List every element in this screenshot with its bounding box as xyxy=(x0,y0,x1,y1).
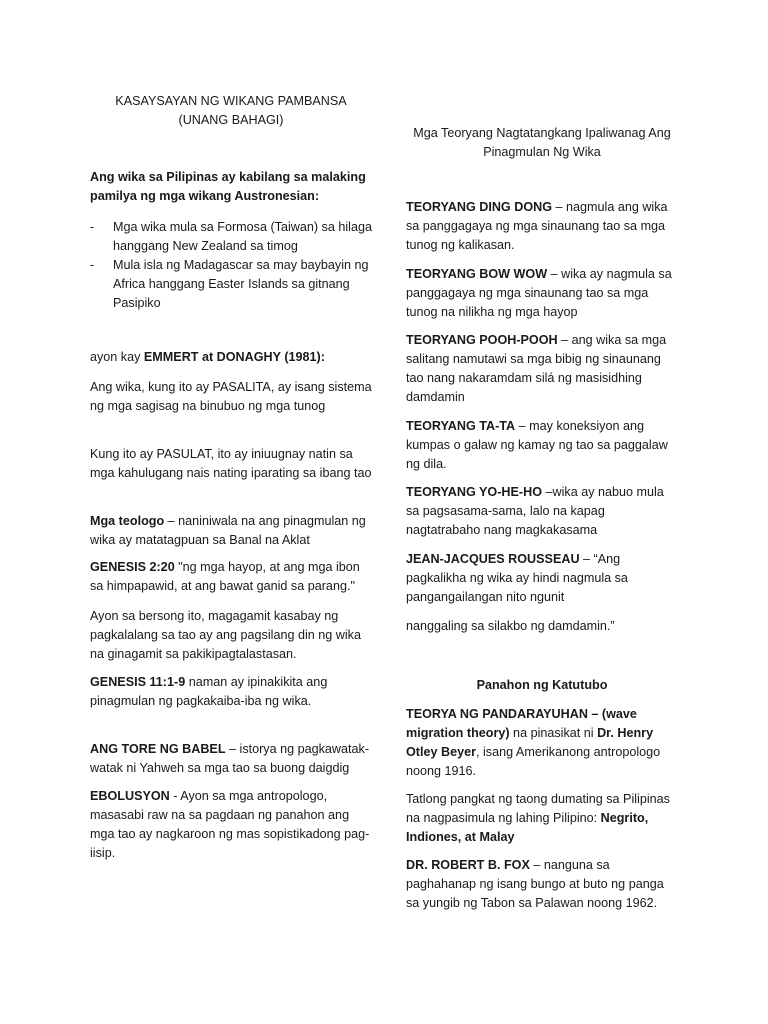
ebolusyon-paragraph: EBOLUSYON - Ayon sa mga antropologo, masasabi raw na sa pagdaan ng panahon ang mga tao ay nagkaroon ng mas sopistikadong pag-iisip. xyxy=(90,789,370,860)
ding-dong-paragraph: TEORYANG DING DONG – nagmula ang wika sa panggagaya ng mga sinaunang tao sa mga tunog ng kalikasan. xyxy=(406,200,668,252)
title-line-2: (UNANG BAHAGI) xyxy=(178,113,284,127)
pasalita-paragraph: Ang wika, kung ito ay PASALITA, ay isang sistema ng mga sagisag na binubuo ng mga tunog xyxy=(90,380,372,413)
document-title xyxy=(90,92,372,130)
list-item: - Mga wika mula sa Formosa (Taiwan) sa hilaga hanggang New Zealand sa timog xyxy=(90,218,372,256)
bow-wow-paragraph: TEORYANG BOW WOW – wika ay nagmula sa panggagaya ng mga sinaunang tao sa mga tunog na nilikha ng mga hayop xyxy=(406,267,672,319)
tore-ng-babel-paragraph: ANG TORE NG BABEL – istorya ng pagkawatak-watak ni Yahweh sa mga tao sa buong daigdig xyxy=(90,742,370,775)
ta-ta-paragraph: TEORYANG TA-TA – may koneksiyon ang kumpas o galaw ng kamay ng tao sa paggalaw ng dila. xyxy=(406,419,668,471)
rousseau-continuation: nanggaling sa silakbo ng damdamin.” xyxy=(406,619,615,633)
title-line-1: KASAYSAYAN NG WIKANG PAMBANSA xyxy=(115,94,347,108)
ayon-kay-line: ayon kay EMMERT at DONAGHY (1981): xyxy=(90,350,325,364)
genesis-2-20-paragraph: GENESIS 2:20 "ng mga hayop, at ang mga ibon sa himpapawid, at ang bawat ganid sa parang." xyxy=(90,560,360,593)
ayon-bersong-paragraph: Ayon sa bersong ito, magagamit kasabay ng pagkalalang sa tao ay ang pagsilang din ng wika na ginagamit sa pakikipagtalastasan. xyxy=(90,609,361,661)
teologo-paragraph: Mga teologo – naniniwala na ang pinagmulan ng wika ay matatagpuan sa Banal na Aklat xyxy=(90,514,366,547)
list-item: - Mula isla ng Madagascar sa may baybayin ng Africa hanggang Easter Islands sa gitnang Pasipiko xyxy=(90,256,372,313)
rousseau-paragraph: JEAN-JACQUES ROUSSEAU – “Ang pagkalikha ng wika ay hindi nagmula sa pangangailangan nito ngunit xyxy=(406,552,628,604)
theories-title: Mga Teoryang Nagtatangkang Ipaliwanag Ang Pinagmulan Ng Wika xyxy=(413,126,671,159)
pandarayuhan-paragraph: TEORYA NG PANDARAYUHAN – (wave migration theory) na pinasikat ni Dr. Henry Otley Beyer, isang Amerikanong antropologo noong 1916. xyxy=(406,707,661,778)
robert-fox-paragraph: DR. ROBERT B. FOX – nanguna sa paghahanap ng isang bungo at buto ng panga sa yungib ng Tabon sa Palawan noong 1962. xyxy=(406,858,664,910)
yo-he-ho-paragraph: TEORYANG YO-HE-HO –wika ay nabuo mula sa pagsasama-sama, lalo na kapag nagtatrabaho nang magkakasama xyxy=(406,485,664,537)
tatlong-pangkat-paragraph: Tatlong pangkat ng taong dumating sa Pilipinas na nagpasimula ng lahing Pilipino: Negrito, Indiones, at Malay xyxy=(406,792,670,844)
genesis-11-paragraph: GENESIS 11:1-9 naman ay ipinakikita ang pinagmulan ng pagkakaiba-iba ng wika. xyxy=(90,675,328,708)
intro-paragraph: Ang wika sa Pilipinas ay kabilang sa malaking pamilya ng mga wikang Austronesian: xyxy=(90,170,366,203)
panahon-heading: Panahon ng Katutubo xyxy=(476,678,608,692)
pooh-pooh-paragraph: TEORYANG POOH-POOH – ang wika sa mga salitang namutawi sa mga bibig ng sinaunang tao nang nakaramdam silá ng masisidhing damdamin xyxy=(406,333,667,404)
pasulat-paragraph: Kung ito ay PASULAT, ito ay iniuugnay natin sa mga kahulugang nais nating iparating sa ibang tao xyxy=(90,447,372,480)
origin-list xyxy=(90,218,372,313)
